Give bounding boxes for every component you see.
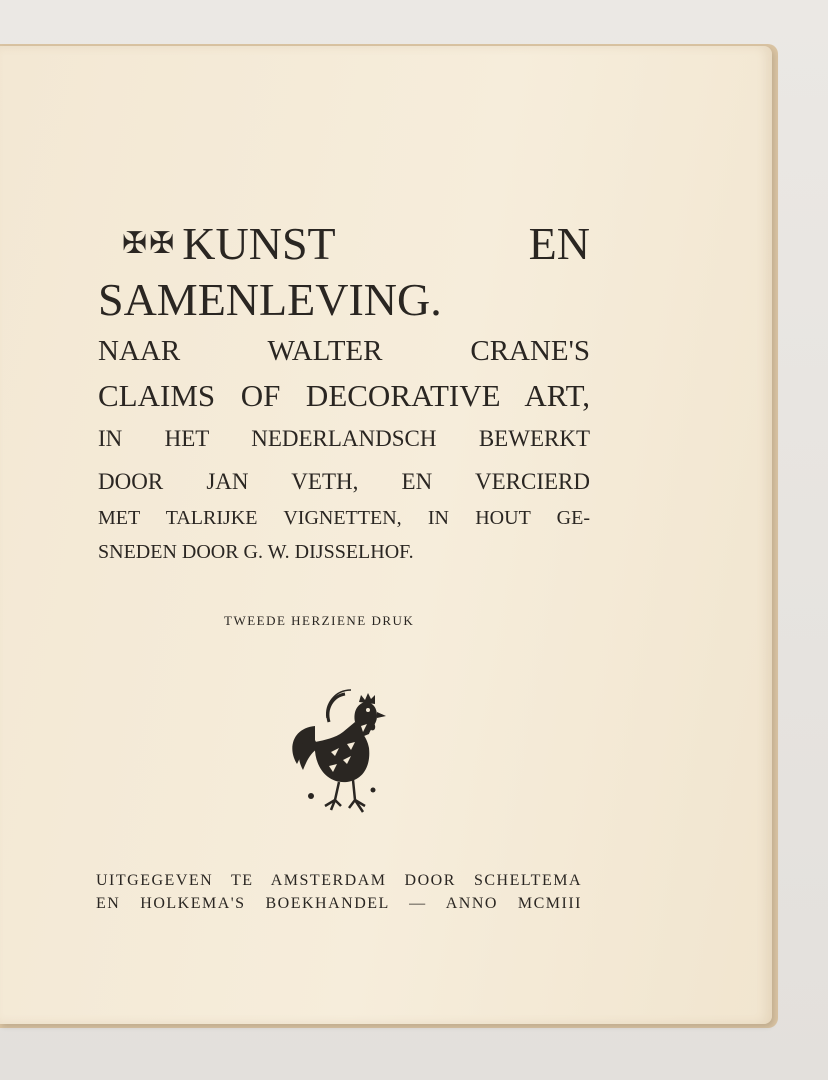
subtitle-line: DOOR JAN VETH, EN VERCIERD bbox=[98, 469, 590, 494]
edition-note: TWEEDE HERZIENE DRUK bbox=[224, 613, 415, 628]
subtitle-line: CLAIMS OF DECORATIVE ART, bbox=[98, 378, 590, 413]
subtitle-line: MET TALRIJKE VIGNETTEN, IN HOUT GE- bbox=[98, 507, 590, 529]
cross-ornament-icon: ✠✠ bbox=[122, 227, 177, 260]
title-line-2: SAMENLEVING. bbox=[98, 274, 442, 325]
title-line-1 bbox=[98, 216, 590, 272]
rooster-woodcut-icon bbox=[285, 686, 390, 816]
subtitle-line: NAAR WALTER CRANE'S bbox=[98, 335, 590, 367]
subtitle-line: SNEDEN DOOR G. W. DIJSSELHOF. bbox=[98, 541, 414, 563]
imprint-line-1: UITGEGEVEN TE AMSTERDAM DOOR SCHELTEMA bbox=[96, 872, 582, 889]
imprint-line-2: EN HOLKEMA'S BOEKHANDEL — ANNO MCMIII bbox=[96, 895, 582, 912]
title-text-1: KUNST EN bbox=[182, 218, 590, 269]
subtitle-line: IN HET NEDERLANDSCH BEWERKT bbox=[98, 426, 590, 451]
book-page bbox=[0, 46, 772, 1024]
